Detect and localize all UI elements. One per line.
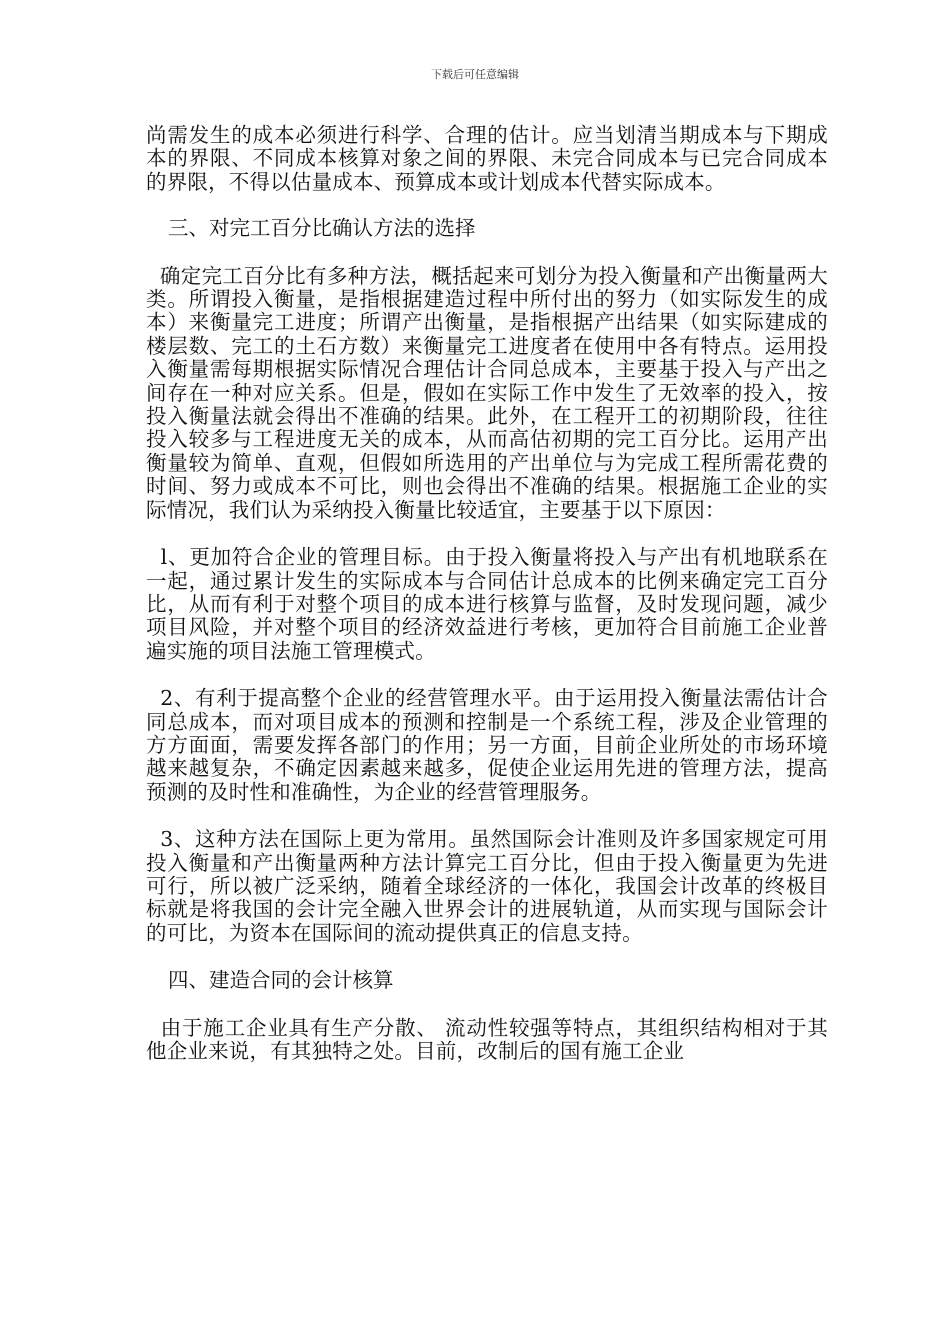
paragraph-spacer [146,993,828,1017]
paragraph-spacer [146,804,828,828]
paragraph-reason-1: l、更加符合企业的管理目标。由于投入衡量将投入与产出有机地联系在一起，通过累计发生的实际成本与合同估计总成本的比例来确定完工百分比，从而有利于对整个项目的成本进行核算与监督，及时发现问题，减少项目风险，并对整个项目的经济效益进行考核，更加符合目前施工企业普遍实施的项目法施工管理模式。 [146,545,828,663]
paragraph-spacer [146,241,828,265]
paragraph-spacer [146,945,828,969]
paragraph-method-overview: 确定完工百分比有多种方法，概括起来可划分为投入衡量和产出衡量两大类。所谓投入衡量，是指根据建造过程中所付出的努力（如实际发生的成本）来衡量完工进度；所谓产出衡量，是指根据产出结果（如实际建成的楼层数、完工的土石方数）来衡量完工进度者在使用中各有特点。运用投入衡量需每期根据实际情况合理估计合同总成本，主要基于投入与产出之间存在一种对应关系。但是，假如在实际工作中发生了无效率的投入，按投入衡量法就会得出不准确的结果。此外，在工程开工的初期阶段，往往投入较多与工程进度无关的成本，从而高估初期的完工百分比。运用产出衡量较为简单、直观，但假如所选用的产出单位与为完成工程所需花费的时间、努力或成本不可比，则也会得出不准确的结果。根据施工企业的实际情况，我们认为采纳投入衡量比较适宜，主要基于以下原因： [146,263,828,522]
section-heading-4: 四、建造合同的会计核算 [168,968,394,993]
paragraph-reason-3: 3、这种方法在国际上更为常用。虽然国际会计准则及许多国家规定可用投入衡量和产出衡量两种方法计算完工百分比，但由于投入衡量更为先进可行，所以被广泛采纳，随着全球经济的一体化，我国会计改革的终极目标就是将我国的会计完全融入世界会计的进展轨道，从而实现与国际会计的可比，为资本在国际间的流动提供真正的信息支持。 [146,827,828,945]
paragraph-spacer [146,522,828,546]
document-body [146,124,828,1063]
paragraph-accounting-intro: 由于施工企业具有生产分散、 流动性较强等特点，其组织结构相对于其他企业来说，有其独特之处。目前，改制后的国有施工企业 [146,1015,828,1063]
page-header: 下载后可任意编辑 [431,68,519,81]
paragraph-spacer [146,663,828,687]
section-heading-3: 三、对完工百分比确认方法的选择 [168,216,476,241]
paragraph-spacer [146,194,828,217]
paragraph-reason-2: 2、有利于提高整个企业的经营管理水平。由于运用投入衡量法需估计合同总成本，而对项目成本的预测和控制是一个系统工程，涉及企业管理的方方面面，需要发挥各部门的作用；另一方面，目前企业所处的市场环境越来越复杂，不确定因素越来越多，促使企业运用先进的管理方法，提高预测的及时性和准确性，为企业的经营管理服务。 [146,686,828,804]
paragraph-cost-estimation: 尚需发生的成本必须进行科学、合理的估计。应当划清当期成本与下期成本的界限、不同成本核算对象之间的界限、未完合同成本与已完合同成本的界限，不得以估量成本、预算成本或计划成本代替实际成本。 [146,123,828,194]
